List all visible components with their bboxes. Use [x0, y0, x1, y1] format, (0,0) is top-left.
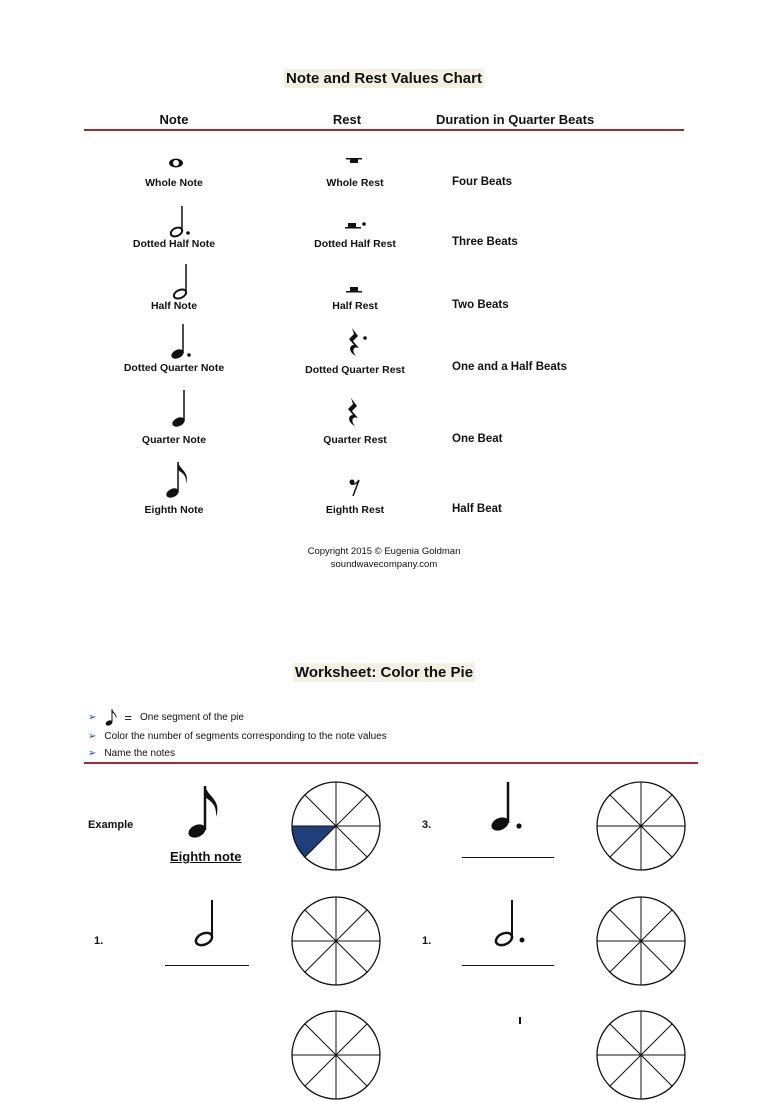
bottom-right-pie[interactable]: [594, 1008, 688, 1102]
quarter-rest-icon: [344, 396, 364, 430]
item-1-dotted-half-note-icon: [492, 898, 528, 952]
equals-sign: =: [124, 709, 132, 725]
dotted-quarter-note-icon: [168, 322, 196, 360]
whole-rest-icon: [345, 156, 365, 168]
note-label-dotted-half: Dotted Half Note: [132, 238, 216, 250]
note-label-whole: Whole Note: [145, 177, 203, 189]
example-eighth-note-icon: [185, 783, 227, 841]
arrow-bullet-icon: ➢: [88, 711, 97, 723]
rest-label-dotted-quarter: Dotted Quarter Rest: [305, 364, 405, 376]
dotted-quarter-rest-icon: [343, 326, 371, 360]
bottom-left-pie[interactable]: [289, 1008, 383, 1102]
worksheet-title: Worksheet: Color the Pie: [294, 664, 474, 681]
dotted-half-note-icon: [166, 204, 194, 238]
bullet-3-text: Name the notes: [104, 748, 175, 759]
item-1-right-answer-line[interactable]: [462, 964, 554, 966]
rest-label-quarter: Quarter Rest: [323, 434, 387, 446]
half-note-icon: [166, 262, 192, 300]
bullet-1-text: One segment of the pie: [139, 711, 244, 723]
worksheet-divider: [84, 762, 698, 764]
rest-label-whole: Whole Rest: [326, 177, 384, 189]
worksheet-title-wrap: [0, 664, 768, 682]
item-3-number: 3.: [422, 819, 432, 831]
header-divider: [84, 129, 684, 131]
note-label-quarter: Quarter Note: [141, 434, 207, 446]
item-1-left-number: 1.: [94, 935, 104, 947]
website-text: soundwavecompany.com: [330, 559, 438, 570]
example-answer: Eighth note: [170, 849, 242, 864]
duration-dotted-quarter: One and a Half Beats: [452, 361, 568, 373]
bullet-2-text: Color the number of segments corresponding to the note values: [104, 731, 387, 742]
bullet-2: [88, 731, 387, 742]
arrow-bullet-icon: ➢: [88, 731, 97, 742]
half-rest-icon: [345, 285, 365, 297]
eighth-note-small-icon: [104, 707, 118, 727]
item-3-answer-line[interactable]: [462, 856, 554, 858]
header-note: Note: [159, 112, 189, 127]
quarter-note-icon: [168, 388, 194, 428]
duration-quarter: One Beat: [452, 433, 503, 445]
eighth-note-icon: [164, 460, 194, 500]
chart-title-wrap: [0, 70, 768, 88]
rest-label-half: Half Rest: [332, 300, 378, 312]
bullet-1: [88, 707, 244, 727]
bullet-3: [88, 748, 175, 759]
note-label-eighth: Eighth Note: [144, 504, 204, 516]
note-label-half: Half Note: [150, 300, 198, 312]
header-rest: Rest: [332, 112, 362, 127]
rest-label-eighth: Eighth Rest: [325, 504, 385, 516]
item-3-dotted-quarter-note-icon: [488, 780, 528, 836]
item-1-left-pie[interactable]: [289, 894, 383, 988]
example-pie[interactable]: [289, 779, 383, 873]
item-1-right-pie[interactable]: [594, 894, 688, 988]
duration-whole: Four Beats: [452, 176, 513, 188]
item-1-left-answer-line[interactable]: [165, 964, 249, 966]
duration-dotted-half: Three Beats: [452, 236, 518, 248]
copyright-text: Copyright 2015 © Eugenia Goldman: [307, 546, 461, 557]
pie-filled-segment: [292, 826, 336, 857]
arrow-bullet-icon: ➢: [88, 748, 97, 759]
partial-note-icon: [508, 1012, 528, 1024]
item-1-half-note-icon: [190, 898, 220, 952]
eighth-rest-icon: [347, 478, 363, 498]
chart-title: Note and Rest Values Chart: [286, 70, 482, 87]
item-1-right-number: 1.: [422, 935, 432, 947]
note-label-dotted-quarter: Dotted Quarter Note: [123, 362, 225, 374]
copyright-block: [234, 545, 534, 571]
item-3-pie[interactable]: [594, 779, 688, 873]
dotted-half-rest-icon: [345, 220, 371, 234]
duration-eighth: Half Beat: [452, 503, 502, 515]
header-duration: Duration in Quarter Beats: [436, 112, 595, 127]
whole-note-icon: [166, 156, 186, 170]
duration-half: Two Beats: [452, 299, 509, 311]
rest-label-dotted-half: Dotted Half Rest: [314, 238, 396, 250]
example-label: Example: [88, 819, 134, 831]
